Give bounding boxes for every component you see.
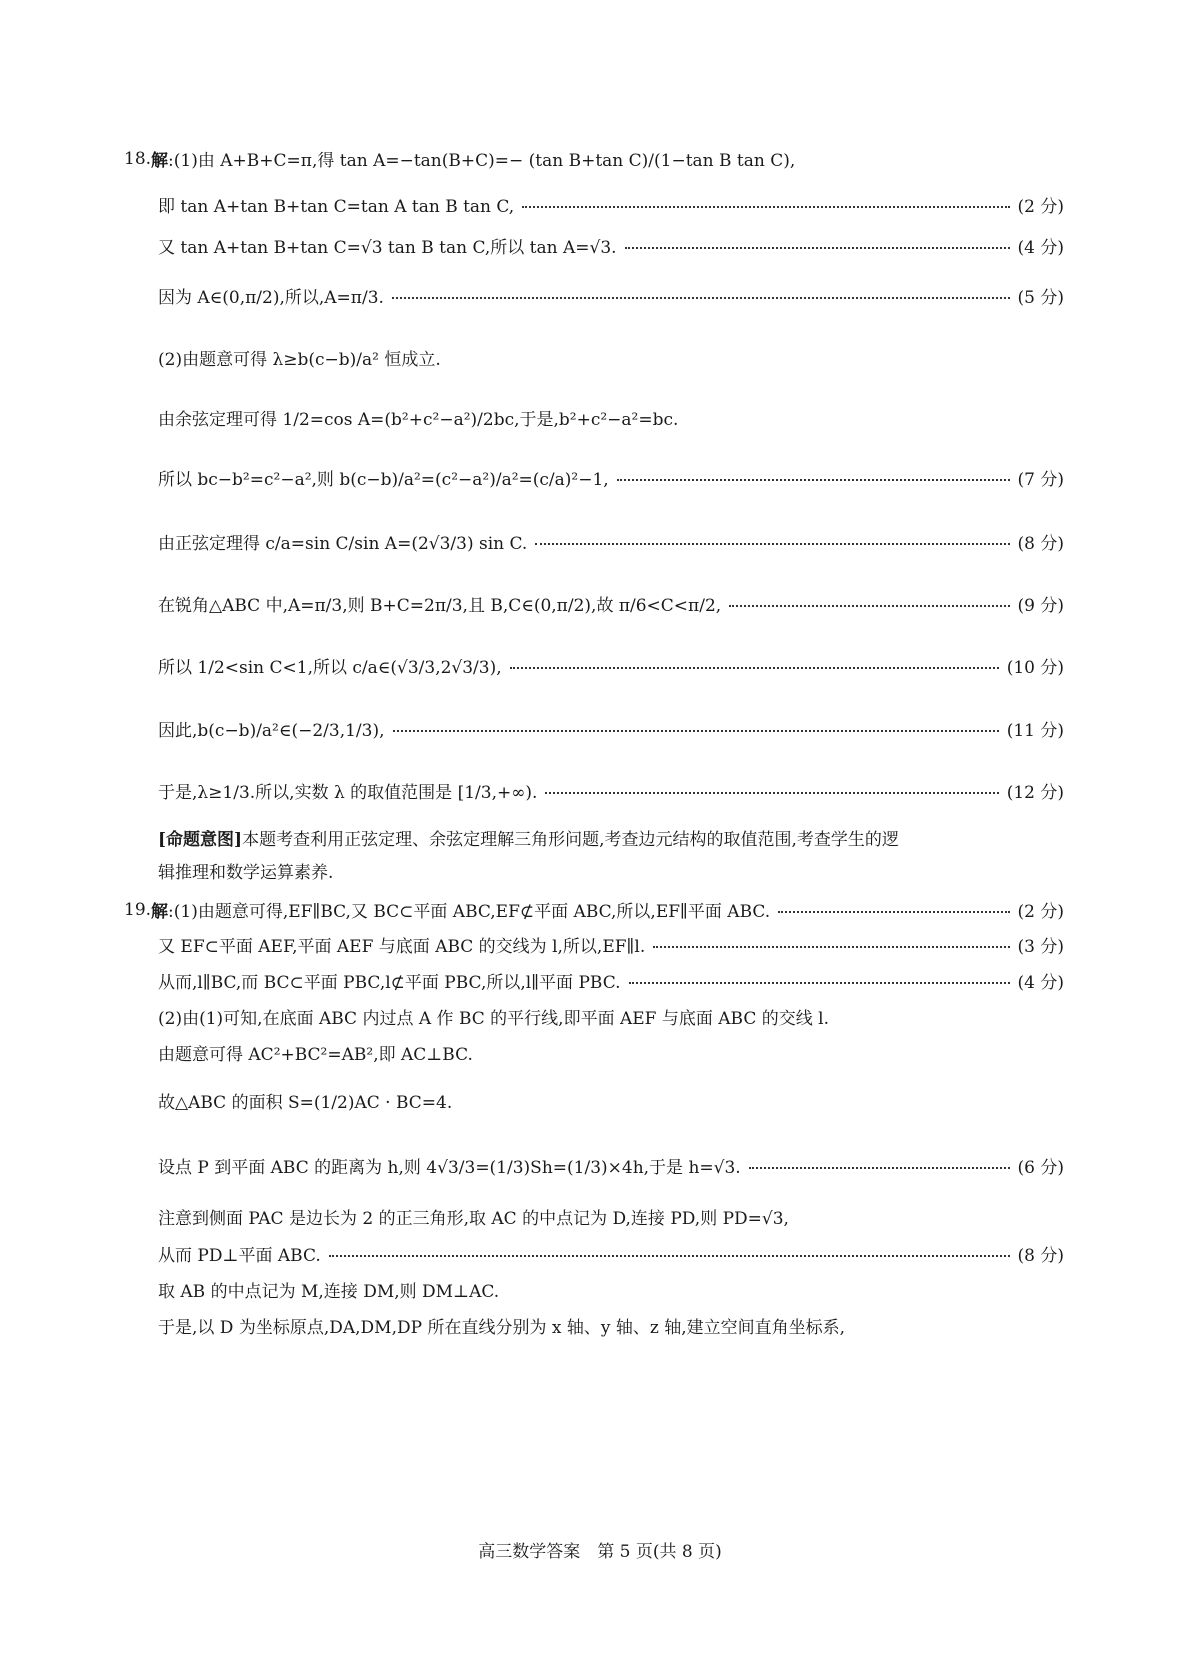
q19-line-3 (158, 968, 1064, 993)
q19-line-6 (158, 1088, 1064, 1113)
q18-line-5 (158, 345, 1064, 370)
q19-line-5 (158, 1040, 1064, 1065)
question-number: 18. (124, 148, 152, 169)
solution-text: 因此,b(c−b)/a²∈(−2/3,1/3), (158, 721, 385, 741)
q18-line-9 (158, 591, 1064, 616)
q19-line-7 (158, 1153, 1064, 1178)
q18-line-2 (158, 192, 1064, 217)
score-mark: (2 分) (1017, 197, 1064, 217)
q18-line-4 (158, 283, 1064, 308)
solution-text: 取 AB 的中点记为 M,连接 DM,则 DM⊥AC. (158, 1282, 500, 1302)
note-text: 本题考查利用正弦定理、余弦定理解三角形问题,考查边元结构的取值范围,考查学生的逻 (242, 830, 899, 850)
score-mark: (9 分) (1017, 596, 1064, 616)
question-number: 19. (124, 899, 152, 920)
q19-line-9 (158, 1241, 1064, 1266)
score-mark: (6 分) (1017, 1158, 1064, 1178)
dot-leader (393, 730, 999, 732)
solution-text: 由正弦定理得 c/a=sin C/sin A=(2√3/3) sin C. (158, 534, 528, 554)
q19-line-11 (158, 1313, 1064, 1338)
dot-leader (545, 792, 998, 794)
dot-leader (729, 605, 1009, 607)
solution-text: 注意到侧面 PAC 是边长为 2 的正三角形,取 AC 的中点记为 D,连接 PD,则 PD=√3, (158, 1209, 789, 1229)
solution-label: 解 (151, 902, 169, 922)
solution-text: :(1)由 A+B+C=π,得 tan A=−tan(B+C)=− (tan B+tan C)/(1−tan B tan C), (168, 151, 796, 171)
q18-line-7 (158, 465, 1064, 490)
page-footer: 高三数学答案 第 5 页(共 8 页) (478, 1542, 722, 1562)
dot-leader (749, 1167, 1010, 1169)
solution-text: 所以 bc−b²=c²−a²,则 b(c−b)/a²=(c²−a²)/a²=(c/a)²−1, (158, 470, 609, 490)
solution-label: 解 (151, 151, 169, 171)
solution-text: 又 EF⊂平面 AEF,平面 AEF 与底面 ABC 的交线为 l,所以,EF∥l. (158, 937, 646, 957)
q18-line-12 (158, 778, 1064, 803)
q18-line-3 (158, 233, 1064, 258)
score-mark: (12 分) (1006, 783, 1064, 803)
score-mark: (5 分) (1017, 288, 1064, 308)
q18-line-1 (124, 146, 1064, 171)
solution-text: 又 tan A+tan B+tan C=√3 tan B tan C,所以 tan A=√3. (158, 238, 617, 258)
q19-line-8 (158, 1204, 1064, 1229)
solution-text: 从而 PD⊥平面 ABC. (158, 1246, 321, 1266)
q18-line-8 (158, 529, 1064, 554)
dot-leader (629, 982, 1010, 984)
score-mark: (4 分) (1017, 973, 1064, 993)
dot-leader (617, 479, 1010, 481)
q18-line-11 (158, 716, 1064, 741)
note-text: 辑推理和数学运算素养. (158, 863, 334, 883)
dot-leader (653, 946, 1009, 948)
note-label: [命题意图] (158, 830, 243, 850)
score-mark: (3 分) (1017, 937, 1064, 957)
dot-leader (535, 543, 1009, 545)
dot-leader (510, 667, 999, 669)
q18-line-6 (158, 405, 1064, 430)
q19-line-10 (158, 1277, 1064, 1302)
score-mark: (7 分) (1017, 470, 1064, 490)
q19-line-4 (158, 1004, 1064, 1029)
solution-text: 由余弦定理可得 1/2=cos A=(b²+c²−a²)/2bc,于是,b²+c²−a²=bc. (158, 410, 679, 430)
score-mark: (8 分) (1017, 534, 1064, 554)
dot-leader (625, 247, 1010, 249)
dot-leader (522, 206, 1009, 208)
score-mark: (11 分) (1006, 721, 1064, 741)
score-mark: (2 分) (1017, 902, 1064, 922)
dot-leader (778, 911, 1009, 913)
solution-text: :(1)由题意可得,EF∥BC,又 BC⊂平面 ABC,EF⊄平面 ABC,所以,EF∥平面 ABC. (168, 902, 771, 922)
solution-text: 故△ABC 的面积 S=(1/2)AC · BC=4. (158, 1093, 453, 1113)
solution-text: (2)由(1)可知,在底面 ABC 内过点 A 作 BC 的平行线,即平面 AEF 与底面 ABC 的交线 l. (158, 1009, 830, 1029)
solution-text: 于是,以 D 为坐标原点,DA,DM,DP 所在直线分别为 x 轴、y 轴、z 轴,建立空间直角坐标系, (158, 1318, 846, 1338)
dot-leader (392, 297, 1010, 299)
solution-text: 即 tan A+tan B+tan C=tan A tan B tan C, (158, 197, 515, 217)
solution-text: 在锐角△ABC 中,A=π/3,则 B+C=2π/3,且 B,C∈(0,π/2),故 π/6<C<π/2, (158, 596, 722, 616)
q18-note-line-2 (158, 858, 1070, 883)
q18-note-line-1 (158, 825, 1070, 850)
score-mark: (4 分) (1017, 238, 1064, 258)
q19-line-2 (158, 932, 1064, 957)
solution-text: 从而,l∥BC,而 BC⊂平面 PBC,l⊄平面 PBC,所以,l∥平面 PBC. (158, 973, 621, 993)
solution-text: (2)由题意可得 λ≥b(c−b)/a² 恒成立. (158, 350, 441, 370)
solution-text: 设点 P 到平面 ABC 的距离为 h,则 4√3/3=(1/3)Sh=(1/3)×4h,于是 h=√3. (158, 1158, 741, 1178)
score-mark: (10 分) (1006, 658, 1064, 678)
solution-text: 因为 A∈(0,π/2),所以,A=π/3. (158, 288, 384, 308)
solution-text: 于是,λ≥1/3.所以,实数 λ 的取值范围是 [1/3,+∞). (158, 783, 538, 803)
score-mark: (8 分) (1017, 1246, 1064, 1266)
solution-text: 所以 1/2<sin C<1,所以 c/a∈(√3/3,2√3/3), (158, 658, 502, 678)
solution-text: 由题意可得 AC²+BC²=AB²,即 AC⊥BC. (158, 1045, 473, 1065)
q18-line-10 (158, 653, 1064, 678)
q19-line-1 (124, 897, 1064, 922)
dot-leader (329, 1255, 1010, 1257)
